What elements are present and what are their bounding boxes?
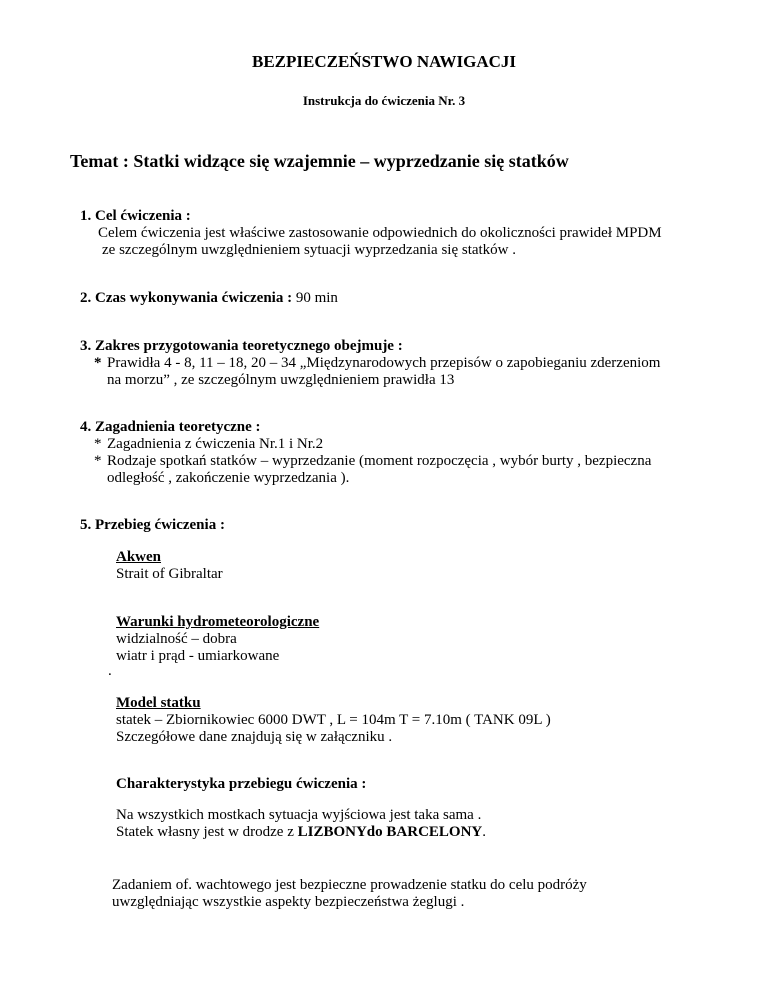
stray-dot: . xyxy=(108,663,112,679)
section-3-line-2: na morzu” , ze szczególnym uwzględnieniem prawidła 13 xyxy=(107,372,455,388)
section-2-value: 90 min xyxy=(295,290,338,306)
section-2-row xyxy=(80,289,338,307)
document-subtitle: Instrukcja do ćwiczenia Nr. 3 xyxy=(302,93,466,108)
section-1-line-1: Celem ćwiczenia jest właściwe zastosowanie odpowiednich do okoliczności prawideł MPDM xyxy=(98,225,662,241)
section-4-item-3: odległość , zakończenie wyprzedzania ). xyxy=(107,470,350,486)
akwen-value: Strait of Gibraltar xyxy=(116,566,223,582)
route-prefix: Statek własny jest w drodze z xyxy=(116,824,298,840)
section-4-heading: 4. Zagadnienia teoretyczne : xyxy=(80,419,261,435)
model-line-1: statek – Zbiornikowiec 6000 DWT , L = 104m T = 7.10m ( TANK 09L ) xyxy=(116,712,551,728)
section-4-bullet-1: * xyxy=(94,436,102,452)
section-5-heading: 5. Przebieg ćwiczenia : xyxy=(80,517,225,533)
exercise-topic: Temat : Statki widzące się wzajemnie – wyprzedzanie się statków xyxy=(70,151,569,171)
route-ports: LIZBONYdo BARCELONY xyxy=(297,824,483,840)
charakterystyka-line-1: Na wszystkich mostkach sytuacja wyjściowa jest taka sama . xyxy=(116,807,482,823)
section-1-line-2: ze szczególnym uwzględnieniem sytuacji wyprzedzania się statków . xyxy=(102,242,517,258)
route-suffix: . xyxy=(482,824,486,840)
charakterystyka-line-2 xyxy=(116,823,486,841)
section-4-bullet-2: * xyxy=(94,453,102,469)
akwen-label: Akwen xyxy=(116,549,162,565)
section-4-item-2: Rodzaje spotkań statków – wyprzedzanie (moment rozpoczęcia , wybór burty , bezpieczna xyxy=(107,453,652,469)
zadanie-line-2: uwzględniając wszystkie aspekty bezpieczeństwa żeglugi . xyxy=(112,894,465,910)
model-label: Model statku xyxy=(116,695,201,711)
zadanie-line-1: Zadaniem of. wachtowego jest bezpieczne prowadzenie statku do celu podróży xyxy=(112,877,587,893)
warunki-line-2: wiatr i prąd - umiarkowane xyxy=(116,648,280,664)
document-title: BEZPIECZEŃSTWO NAWIGACJI xyxy=(251,52,517,71)
section-4-item-1: Zagadnienia z ćwiczenia Nr.1 i Nr.2 xyxy=(107,436,324,452)
charakterystyka-label: Charakterystyka przebiegu ćwiczenia : xyxy=(116,776,367,792)
section-3-bullet: * xyxy=(94,355,102,371)
section-3-heading: 3. Zakres przygotowania teoretycznego obejmuje : xyxy=(80,338,403,354)
warunki-line-1: widzialność – dobra xyxy=(116,631,237,647)
section-1-heading: 1. Cel ćwiczenia : xyxy=(80,208,191,224)
section-3-line-1: Prawidła 4 - 8, 11 – 18, 20 – 34 „Międzynarodowych przepisów o zapobieganiu zderzeniom xyxy=(107,355,661,371)
model-line-2: Szczegółowe dane znajdują się w załączniku . xyxy=(116,729,393,745)
warunki-label: Warunki hydrometeorologiczne xyxy=(116,614,320,630)
section-2-heading: 2. Czas wykonywania ćwiczenia : xyxy=(80,290,296,306)
